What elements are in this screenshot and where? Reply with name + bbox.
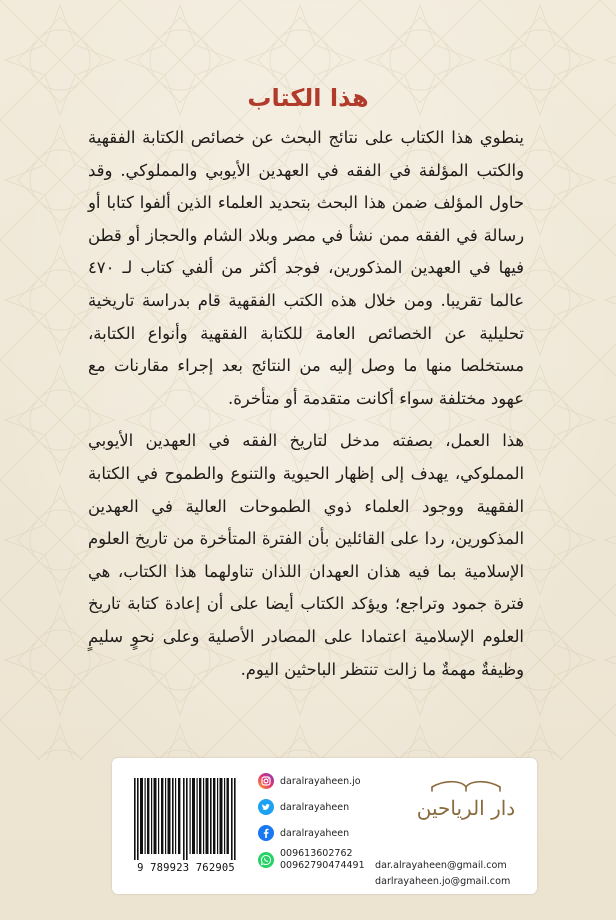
instagram-handle: daralrayaheen.jo [280,775,361,787]
paragraph-1: ينطوي هذا الكتاب على نتائج البحث عن خصائص الكتابة الفقهية والكتب المؤلفة في الفقه في العهدين الأيوبي والمملوكي. وقد حاول المؤلف ضمن هذا البحث بتحديد العلماء الذين ألفوا كتابا أو رسالة في الفقه ممن نشأ في مصر وبلاد الشام والحجاز أو قطن فيها في العهدين المذكورين، فوجد أكثر من ألفي كتاب لـ ٤٧٠ عالما تقريبا. ومن خلال هذه الكتب الفقهية قام بدراسة تاريخية تحليلية عن الخصائص العامة للكتابة الفقهية وأنواع الكتابة، مستخلصا منها ما وصل إليه من النتائج بعد إجراء مقارنات مع عهود مختلفة سواء أكانت متقدمة أو متأخرة. [88,128,524,408]
email-1[interactable]: dar.alrayaheen@gmail.com [375,860,507,871]
twitter-handle: daralrayaheen [280,801,350,813]
email-2[interactable]: darlrayaheen.jo@gmail.com [375,876,511,887]
facebook-icon [258,825,274,841]
paragraph-2: هذا العمل، بصفته مدخل لتاريخ الفقه في العهدين الأيوبي المملوكي، يهدف إلى إظهار الحيوية والتنوع والطموح في الكتابة الفقهية ووجود العلماء ذوي الطموحات العالية في العهدين المذكورين، ردا على القائلين بأن الفترة المتأخرة من تاريخ العلوم الإسلامية بما فيه هذان العهدان اللذان تناولهما هذا الكتاب، هي فترة جمود وتراجع؛ ويؤكد الكتاب أيضا على أن إعادة كتابة تاريخ العلوم الإسلامية اعتمادا على المصادر الأصلية وعلى نحوٍ سليمٍ وظيفةٌ مهمةٌ ما زالت تنتظر الباحثين اليوم. [88,431,524,679]
instagram-link[interactable] [258,768,388,794]
whatsapp-contact[interactable] [258,848,388,872]
facebook-handle: daralrayaheen [280,827,350,839]
page-title: هذا الكتاب [247,84,369,112]
phone-number-2: 00962790474491 [280,860,365,871]
phone-number-1: 009613602762 [280,848,353,859]
publisher-emails [375,858,525,890]
isbn-barcode [128,778,244,878]
description-text [88,122,524,696]
publisher-logo-text: دار الرياحين [416,796,516,820]
facebook-link[interactable] [258,820,388,846]
isbn-number: 9 789923 762905 [137,862,235,874]
instagram-icon [258,773,274,789]
twitter-link[interactable] [258,794,388,820]
whatsapp-icon [258,852,274,868]
twitter-icon [258,799,274,815]
barcode-icon [128,778,244,860]
publisher-logo [410,775,522,830]
social-links [258,768,388,872]
